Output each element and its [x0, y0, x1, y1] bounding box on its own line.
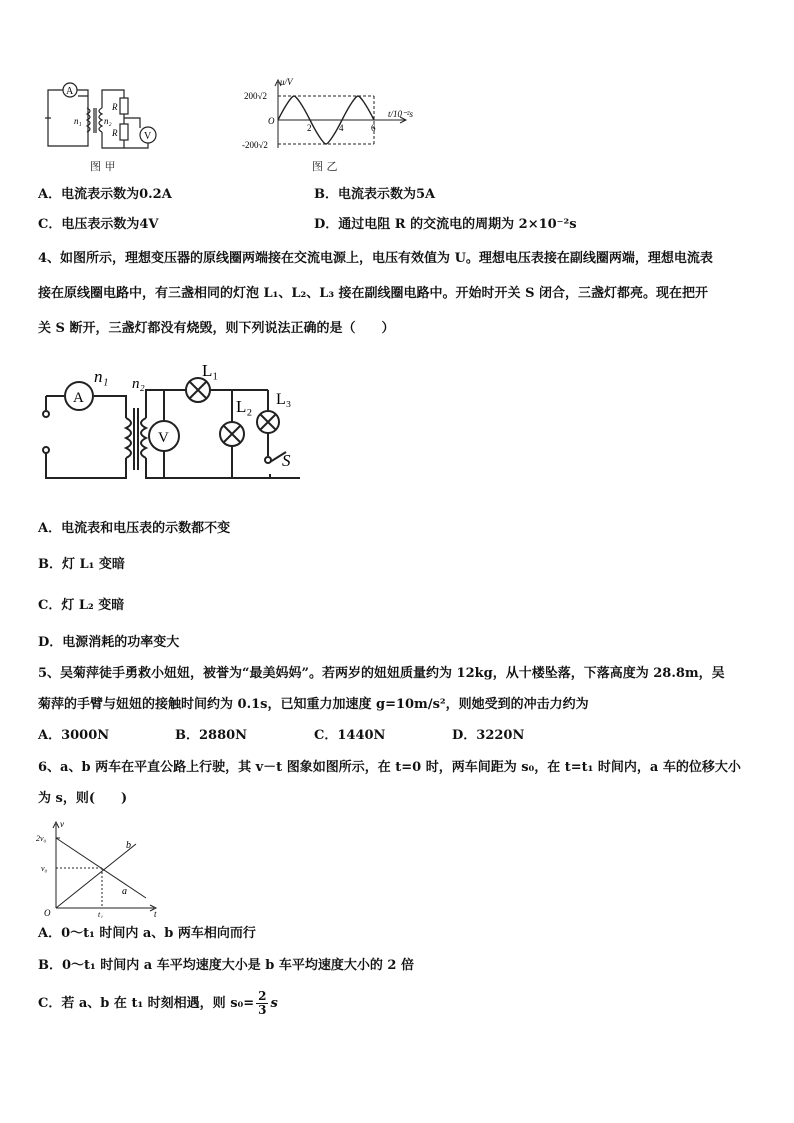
- q4-ammeter-label: A: [73, 390, 84, 406]
- caption-jia: 图 甲: [90, 160, 116, 173]
- q4-l3-label: L₃: [276, 391, 292, 408]
- ammeter-label: A: [66, 86, 74, 97]
- sine-graph-yi: [240, 76, 430, 158]
- q4-n1-label: n₁: [94, 367, 109, 386]
- tick-2: 2: [307, 123, 312, 133]
- q6-option-b[interactable]: B．0～t₁ 时间内 a 车平均速度大小是 b 车平均速度大小的 2 倍: [38, 958, 414, 973]
- q6-v0-label: v₀: [41, 864, 48, 873]
- q3-option-d[interactable]: D．通过电阻 R 的交流电的周期为 2×10⁻²s: [314, 217, 577, 232]
- n1-label: n₁: [74, 116, 82, 126]
- q4-switch-label: S: [282, 451, 291, 470]
- q4-stem-line3: 关 S 断开，三盏灯都没有烧毁，则下列说法正确的是（ ）: [38, 321, 395, 336]
- q5-option-a[interactable]: A．3000N: [38, 728, 110, 743]
- q4-l2-label: L₂: [236, 397, 253, 416]
- vt-graph-q6: [36, 818, 166, 918]
- q6-t1-label: t₁: [98, 910, 104, 918]
- caption-yi: 图 乙: [312, 160, 338, 173]
- voltmeter-label: V: [144, 131, 152, 142]
- q5-option-b[interactable]: B．2880N: [175, 728, 248, 743]
- y-pos-tick: 200√2: [244, 91, 267, 101]
- q3-option-b[interactable]: B．电流表示数为5A: [314, 187, 436, 202]
- y-neg-tick: -200√2: [242, 140, 268, 150]
- fraction-denominator: 3: [258, 1003, 267, 1017]
- q5-option-d[interactable]: D．3220N: [452, 728, 525, 743]
- n2-label: n₂: [104, 116, 112, 126]
- y-axis-label: u/V: [280, 77, 293, 87]
- q5-stem-line2: 菊萍的手臂与妞妞的接触时间约为 0.1s，已知重力加速度 g=10m/s²，则她受到的冲击力约为: [38, 697, 589, 712]
- q6-option-a[interactable]: A．0～t₁ 时间内 a、b 两车相向而行: [38, 926, 256, 941]
- q6-option-c-text: C．若 a、b 在 t₁ 时刻相遇，则 s₀=: [38, 996, 255, 1011]
- circuit-q4: [38, 362, 308, 484]
- q6-line-a-label: a: [122, 886, 127, 897]
- q4-voltmeter-label: V: [158, 430, 169, 446]
- q4-l1-label: L₁: [202, 362, 219, 380]
- fraction: [256, 990, 268, 1017]
- q4-option-c[interactable]: C．灯 L₂ 变暗: [38, 598, 125, 613]
- q4-n2-label: n₂: [132, 376, 145, 392]
- q6-option-c[interactable]: [38, 986, 278, 1022]
- q4-option-b[interactable]: B．灯 L₁ 变暗: [38, 557, 125, 572]
- q6-line-b-label: b: [126, 840, 131, 851]
- q4-stem-line2: 接在原线圈电路中，有三盏相同的灯泡 L₁、L₂、L₃ 接在副线圈电路中。开始时开关 S 闭合，三盏灯都亮。现在把开: [38, 286, 708, 301]
- r-bot-label: R: [112, 128, 118, 138]
- x-axis-label: t/10⁻²s: [388, 109, 413, 119]
- q6-v-axis-label: v: [60, 819, 64, 829]
- circuit-jia: [40, 78, 165, 158]
- origin-label: O: [268, 116, 275, 126]
- q6-stem-line1: 6、a、b 两车在平直公路上行驶，其 v－t 图象如图所示，在 t=0 时，两车间距为 s₀，在 t=t₁ 时间内，a 车的位移大小: [38, 760, 741, 775]
- q5-stem-line1: 5、吴菊萍徒手勇救小妞妞，被誉为“最美妈妈”。若两岁的妞妞质量约为 12kg，从十楼坠落，下落高度为 28.8m，吴: [38, 666, 725, 681]
- q3-option-c[interactable]: C．电压表示数为4V: [38, 217, 159, 232]
- q4-stem-line1: 4、如图所示，理想变压器的原线圈两端接在交流电源上，电压有效值为 U。理想电压表接在副线圈两端，理想电流表: [38, 251, 713, 266]
- q6-origin-label: O: [44, 908, 51, 918]
- tick-4: 4: [339, 123, 344, 133]
- q6-stem-line2: 为 s，则( ): [38, 791, 128, 806]
- q6-2v0-label: 2v₀: [36, 834, 47, 843]
- q5-option-c[interactable]: C．1440N: [314, 728, 386, 743]
- q4-option-d[interactable]: D．电源消耗的功率变大: [38, 635, 180, 650]
- q4-option-a[interactable]: A．电流表和电压表的示数都不变: [38, 521, 231, 536]
- q6-t-axis-label: t: [154, 909, 157, 918]
- tick-6: 6: [371, 123, 376, 133]
- r-top-label: R: [112, 102, 118, 112]
- q3-option-a[interactable]: A．电流表示数为0.2A: [38, 187, 172, 202]
- fraction-numerator: 2: [258, 989, 267, 1003]
- q6-option-c-tail: s: [270, 996, 278, 1011]
